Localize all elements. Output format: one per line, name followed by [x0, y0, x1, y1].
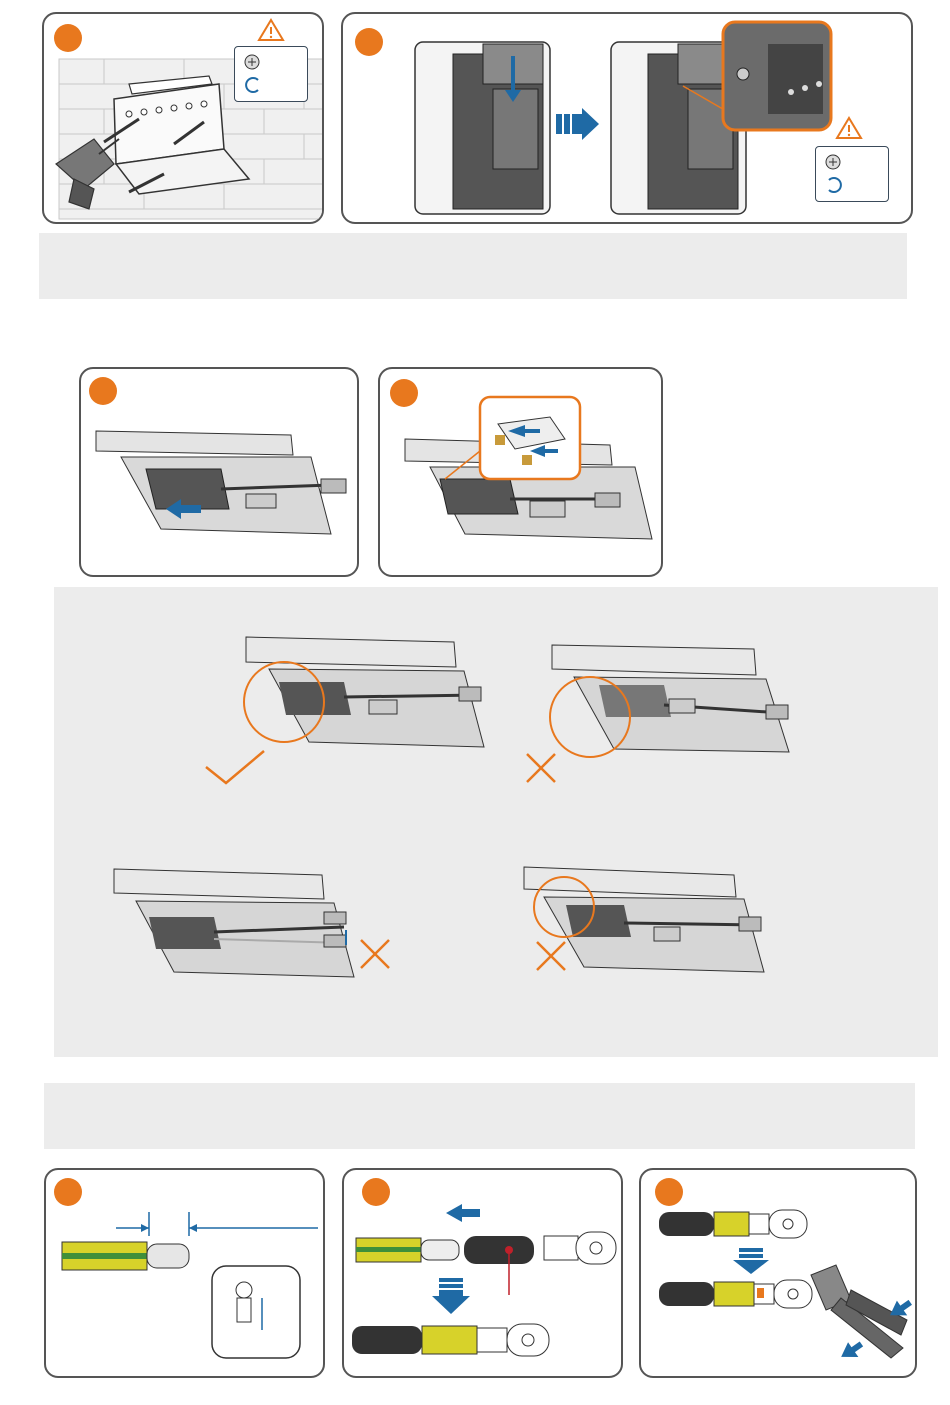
cross-icon: [534, 939, 568, 973]
mounting-examples-illustration: [54, 587, 938, 1057]
cross-icon: [524, 751, 558, 785]
torque-box: [815, 146, 889, 202]
examples-block: [54, 587, 938, 1057]
module-lock-illustration: [380, 369, 663, 577]
warning-triangle-icon: [835, 116, 863, 140]
step-3-crimp-panel: [639, 1168, 917, 1378]
rotate-arrow-icon: [243, 75, 263, 95]
note-bar: [39, 233, 907, 299]
example-correct: [244, 637, 484, 747]
step-1-strip-panel: [44, 1168, 325, 1378]
step-1-bracket-panel: [42, 12, 324, 224]
step-1-module-panel: [79, 367, 359, 577]
sleeve-lug-illustration: [344, 1170, 623, 1378]
check-icon: [204, 747, 268, 787]
step-2-sleeve-panel: [342, 1168, 623, 1378]
cable-strip-illustration: [46, 1170, 325, 1378]
example-wrong-2: [114, 869, 354, 977]
crimp-illustration: [641, 1170, 917, 1378]
screw-head-icon: [824, 153, 842, 171]
module-slide-illustration: [81, 369, 359, 577]
cross-icon: [358, 937, 392, 971]
warning-triangle-icon: [257, 18, 285, 42]
step-2-module-panel: [378, 367, 663, 577]
screw-head-icon: [243, 53, 261, 71]
step-2-inverter-panel: [341, 12, 913, 224]
torque-box: [234, 46, 308, 102]
example-wrong-1: [550, 645, 789, 757]
note-bar: [44, 1083, 915, 1149]
rotate-arrow-icon: [824, 175, 844, 195]
